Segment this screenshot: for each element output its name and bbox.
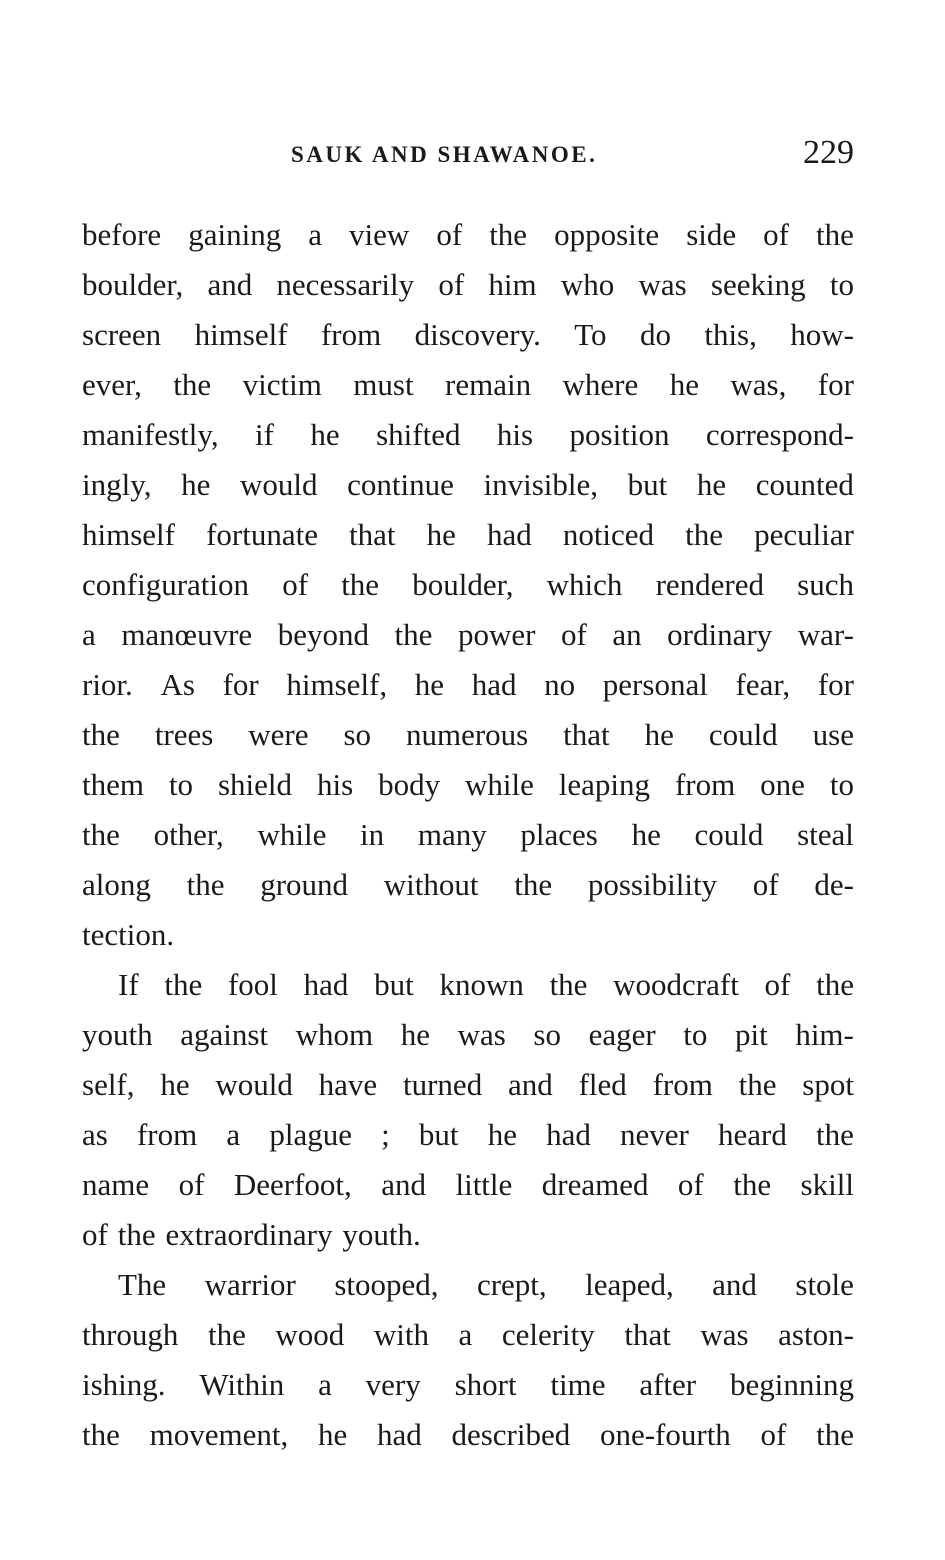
word: ground bbox=[260, 867, 349, 902]
text-line bbox=[82, 810, 854, 860]
word: one bbox=[760, 767, 805, 802]
word: Within bbox=[199, 1367, 285, 1402]
word: he bbox=[160, 1067, 190, 1102]
word: boulder, bbox=[412, 567, 514, 602]
word: one-fourth bbox=[599, 1417, 731, 1452]
word: so bbox=[533, 1017, 561, 1052]
word: a bbox=[308, 217, 322, 252]
word: a bbox=[318, 1367, 332, 1402]
word: from bbox=[652, 1067, 713, 1102]
word: of bbox=[438, 267, 465, 302]
word: crept, bbox=[476, 1267, 547, 1302]
word: a bbox=[82, 617, 96, 652]
paragraph bbox=[82, 210, 854, 960]
word: aston- bbox=[778, 1317, 854, 1352]
word: a bbox=[226, 1117, 241, 1152]
word: of bbox=[178, 1167, 205, 1202]
word: noticed bbox=[562, 517, 655, 552]
word: never bbox=[620, 1117, 689, 1152]
word: was, bbox=[730, 367, 787, 402]
word: had bbox=[303, 967, 349, 1002]
word: with bbox=[373, 1317, 429, 1352]
word: rendered bbox=[655, 567, 764, 602]
word: the bbox=[816, 1117, 854, 1152]
word: body bbox=[378, 767, 441, 802]
word: fool bbox=[227, 967, 278, 1002]
word: wood bbox=[275, 1317, 345, 1352]
word: he bbox=[669, 367, 699, 402]
word: necessarily bbox=[276, 267, 415, 302]
word: the bbox=[394, 617, 433, 652]
word: eager bbox=[588, 1017, 656, 1052]
word: he bbox=[414, 667, 445, 702]
word: peculiar bbox=[754, 517, 854, 552]
word: was bbox=[638, 267, 687, 302]
word: view bbox=[349, 217, 410, 252]
text-line bbox=[82, 1260, 854, 1310]
word: that bbox=[349, 517, 396, 552]
word: self, bbox=[82, 1067, 135, 1102]
word: name bbox=[82, 1167, 150, 1202]
word: had bbox=[471, 667, 517, 702]
word: pit bbox=[734, 1017, 768, 1052]
word: little bbox=[455, 1167, 513, 1202]
paragraph bbox=[82, 1260, 854, 1460]
word: screen bbox=[82, 317, 162, 352]
text-line bbox=[82, 1010, 854, 1060]
word: leaping bbox=[558, 767, 651, 802]
word: fortunate bbox=[206, 517, 318, 552]
word: and bbox=[508, 1067, 553, 1102]
word: ingly, bbox=[82, 467, 152, 502]
word: trees bbox=[154, 717, 214, 752]
word: steal bbox=[797, 817, 854, 852]
word: from bbox=[674, 767, 736, 802]
word: and bbox=[207, 267, 253, 302]
word: were bbox=[248, 717, 309, 752]
word: no bbox=[544, 667, 576, 702]
word: of bbox=[752, 867, 779, 902]
text-line bbox=[82, 1060, 854, 1110]
word: could bbox=[694, 817, 764, 852]
word: in bbox=[360, 817, 385, 852]
word: to bbox=[683, 1017, 708, 1052]
word: correspond- bbox=[705, 417, 854, 452]
running-head: SAUK AND SHAWANOE. bbox=[291, 142, 598, 167]
text-line bbox=[82, 610, 854, 660]
text-line bbox=[82, 210, 854, 260]
word: without bbox=[383, 867, 479, 902]
word: how- bbox=[790, 317, 854, 352]
word: power bbox=[457, 617, 536, 652]
word: he bbox=[696, 467, 727, 502]
word: de- bbox=[814, 867, 854, 902]
word: before bbox=[82, 217, 162, 252]
word: a bbox=[458, 1317, 473, 1352]
word: where bbox=[562, 367, 639, 402]
word: of bbox=[763, 217, 789, 252]
word: who bbox=[560, 267, 615, 302]
word: shifted bbox=[376, 417, 461, 452]
word: had bbox=[486, 517, 532, 552]
word: him bbox=[488, 267, 537, 302]
word: stole bbox=[795, 1267, 854, 1302]
text-line bbox=[82, 660, 854, 710]
word: was bbox=[457, 1017, 506, 1052]
word: the bbox=[341, 567, 380, 602]
word: counted bbox=[755, 467, 854, 502]
word: which bbox=[546, 567, 623, 602]
word: of bbox=[82, 1217, 108, 1252]
page-header bbox=[82, 134, 854, 178]
word: the bbox=[186, 867, 225, 902]
word: movement, bbox=[149, 1417, 289, 1452]
text-line bbox=[82, 860, 854, 910]
text-line bbox=[82, 360, 854, 410]
word: of bbox=[760, 1417, 787, 1452]
word: possibility bbox=[587, 867, 718, 902]
body-text bbox=[82, 210, 854, 1460]
word: while bbox=[257, 817, 327, 852]
text-line bbox=[82, 1210, 854, 1260]
text-line bbox=[82, 1360, 854, 1410]
word: but bbox=[627, 467, 668, 502]
word: invisible, bbox=[483, 467, 599, 502]
word: tection. bbox=[82, 917, 175, 952]
text-line bbox=[82, 260, 854, 310]
word: this, bbox=[704, 317, 757, 352]
word: very bbox=[365, 1367, 421, 1402]
word: that bbox=[563, 717, 610, 752]
word: of bbox=[677, 1167, 704, 1202]
word: of bbox=[282, 567, 309, 602]
word: he bbox=[310, 417, 340, 452]
word: but bbox=[374, 967, 414, 1002]
word: manœuvre bbox=[121, 617, 253, 652]
word: other, bbox=[153, 817, 224, 852]
word: extraordinary bbox=[165, 1217, 333, 1252]
word: the bbox=[738, 1067, 777, 1102]
page-number: 229 bbox=[803, 134, 854, 171]
word: heard bbox=[718, 1117, 787, 1152]
text-line bbox=[82, 760, 854, 810]
word: warrior bbox=[204, 1267, 296, 1302]
text-line bbox=[82, 710, 854, 760]
word: was bbox=[700, 1317, 749, 1352]
word: time bbox=[550, 1367, 606, 1402]
word: spot bbox=[802, 1067, 854, 1102]
word: rior. bbox=[82, 667, 133, 702]
word: side bbox=[686, 217, 737, 252]
word: the bbox=[82, 817, 120, 852]
word: he bbox=[487, 1117, 517, 1152]
word: the bbox=[489, 217, 528, 252]
word: ishing. bbox=[82, 1367, 166, 1402]
word: celerity bbox=[501, 1317, 595, 1352]
word: shield bbox=[217, 767, 293, 802]
word: fear, bbox=[735, 667, 791, 702]
word: if bbox=[255, 417, 274, 452]
word: fled bbox=[578, 1067, 627, 1102]
word: would bbox=[215, 1067, 293, 1102]
word: do bbox=[639, 317, 671, 352]
word: configuration bbox=[82, 567, 250, 602]
word: must bbox=[353, 367, 414, 402]
word: to bbox=[168, 767, 194, 802]
word: gaining bbox=[188, 217, 282, 252]
word: his bbox=[316, 767, 354, 802]
word: himself bbox=[194, 317, 288, 352]
word: the bbox=[816, 967, 854, 1002]
word: ; bbox=[381, 1117, 390, 1152]
text-line bbox=[82, 460, 854, 510]
word: remain bbox=[445, 367, 532, 402]
word: opposite bbox=[554, 217, 660, 252]
word: beginning bbox=[729, 1367, 854, 1402]
word: discovery. bbox=[414, 317, 541, 352]
text-line bbox=[82, 410, 854, 460]
word: from bbox=[136, 1117, 198, 1152]
word: against bbox=[180, 1017, 269, 1052]
word: As bbox=[160, 667, 195, 702]
text-line bbox=[82, 560, 854, 610]
word: youth. bbox=[342, 1217, 421, 1252]
word: beyond bbox=[277, 617, 369, 652]
word: turned bbox=[403, 1067, 483, 1102]
word: from bbox=[320, 317, 382, 352]
word: places bbox=[520, 817, 598, 852]
word: would bbox=[239, 467, 318, 502]
word: numerous bbox=[405, 717, 529, 752]
word: short bbox=[454, 1367, 517, 1402]
word: have bbox=[318, 1067, 378, 1102]
word: and bbox=[712, 1267, 757, 1302]
word: he bbox=[426, 517, 456, 552]
paragraph bbox=[82, 960, 854, 1260]
word: victim bbox=[242, 367, 322, 402]
word: that bbox=[624, 1317, 671, 1352]
word: youth bbox=[82, 1017, 153, 1052]
word: the bbox=[685, 517, 724, 552]
word: known bbox=[439, 967, 524, 1002]
word: boulder, bbox=[82, 267, 184, 302]
word: through bbox=[82, 1317, 179, 1352]
word: an bbox=[612, 617, 642, 652]
word: his bbox=[496, 417, 534, 452]
word: the bbox=[733, 1167, 772, 1202]
text-line bbox=[82, 510, 854, 560]
word: many bbox=[417, 817, 487, 852]
word: the bbox=[117, 1217, 156, 1252]
word: woodcraft bbox=[613, 967, 739, 1002]
word: so bbox=[343, 717, 372, 752]
word: continue bbox=[347, 467, 454, 502]
word: Deerfoot, bbox=[233, 1167, 352, 1202]
text-line bbox=[82, 310, 854, 360]
word: whom bbox=[295, 1017, 374, 1052]
word: the bbox=[514, 867, 553, 902]
word: he bbox=[631, 817, 661, 852]
text-line bbox=[82, 1310, 854, 1360]
word: To bbox=[574, 317, 607, 352]
word: ever, bbox=[82, 367, 142, 402]
text-line bbox=[82, 960, 854, 1010]
word: the bbox=[816, 217, 854, 252]
word: and bbox=[381, 1167, 427, 1202]
word: manifestly, bbox=[82, 417, 219, 452]
text-line bbox=[82, 1410, 854, 1460]
word: of bbox=[560, 617, 587, 652]
word: of bbox=[764, 967, 791, 1002]
word: the bbox=[173, 367, 212, 402]
word: the bbox=[82, 717, 120, 752]
word: personal bbox=[602, 667, 708, 702]
word: dreamed bbox=[541, 1167, 649, 1202]
word: had bbox=[376, 1417, 422, 1452]
word: had bbox=[546, 1117, 591, 1152]
word: for bbox=[817, 667, 854, 702]
word: the bbox=[207, 1317, 246, 1352]
word: the bbox=[82, 1417, 120, 1452]
word: If bbox=[118, 967, 139, 1002]
word: for bbox=[817, 367, 854, 402]
word: such bbox=[797, 567, 854, 602]
word: he bbox=[317, 1417, 348, 1452]
word: the bbox=[164, 967, 203, 1002]
word: to bbox=[829, 767, 854, 802]
word: for bbox=[222, 667, 259, 702]
word: The bbox=[118, 1267, 167, 1302]
word: he bbox=[181, 467, 211, 502]
word: along bbox=[82, 867, 151, 902]
text-line bbox=[82, 1110, 854, 1160]
word: position bbox=[569, 417, 670, 452]
word: described bbox=[451, 1417, 571, 1452]
word: as bbox=[82, 1117, 108, 1152]
word: himself bbox=[82, 517, 175, 552]
word: them bbox=[82, 767, 144, 802]
word: leaped, bbox=[585, 1267, 674, 1302]
word: he bbox=[644, 717, 674, 752]
word: the bbox=[549, 967, 588, 1002]
word: war- bbox=[797, 617, 854, 652]
word: of bbox=[436, 217, 463, 252]
word: the bbox=[816, 1417, 854, 1452]
word: to bbox=[829, 267, 854, 302]
word: after bbox=[639, 1367, 697, 1402]
word: seeking bbox=[710, 267, 806, 302]
word: plague bbox=[269, 1117, 352, 1152]
word: himself, bbox=[286, 667, 388, 702]
word: but bbox=[418, 1117, 459, 1152]
word: ordinary bbox=[667, 617, 773, 652]
text-line bbox=[82, 910, 854, 960]
text-line bbox=[82, 1160, 854, 1210]
word: skill bbox=[800, 1167, 854, 1202]
word: while bbox=[464, 767, 534, 802]
word: stooped, bbox=[334, 1267, 439, 1302]
word: use bbox=[812, 717, 854, 752]
word: could bbox=[708, 717, 778, 752]
word: he bbox=[400, 1017, 430, 1052]
word: him- bbox=[795, 1017, 854, 1052]
